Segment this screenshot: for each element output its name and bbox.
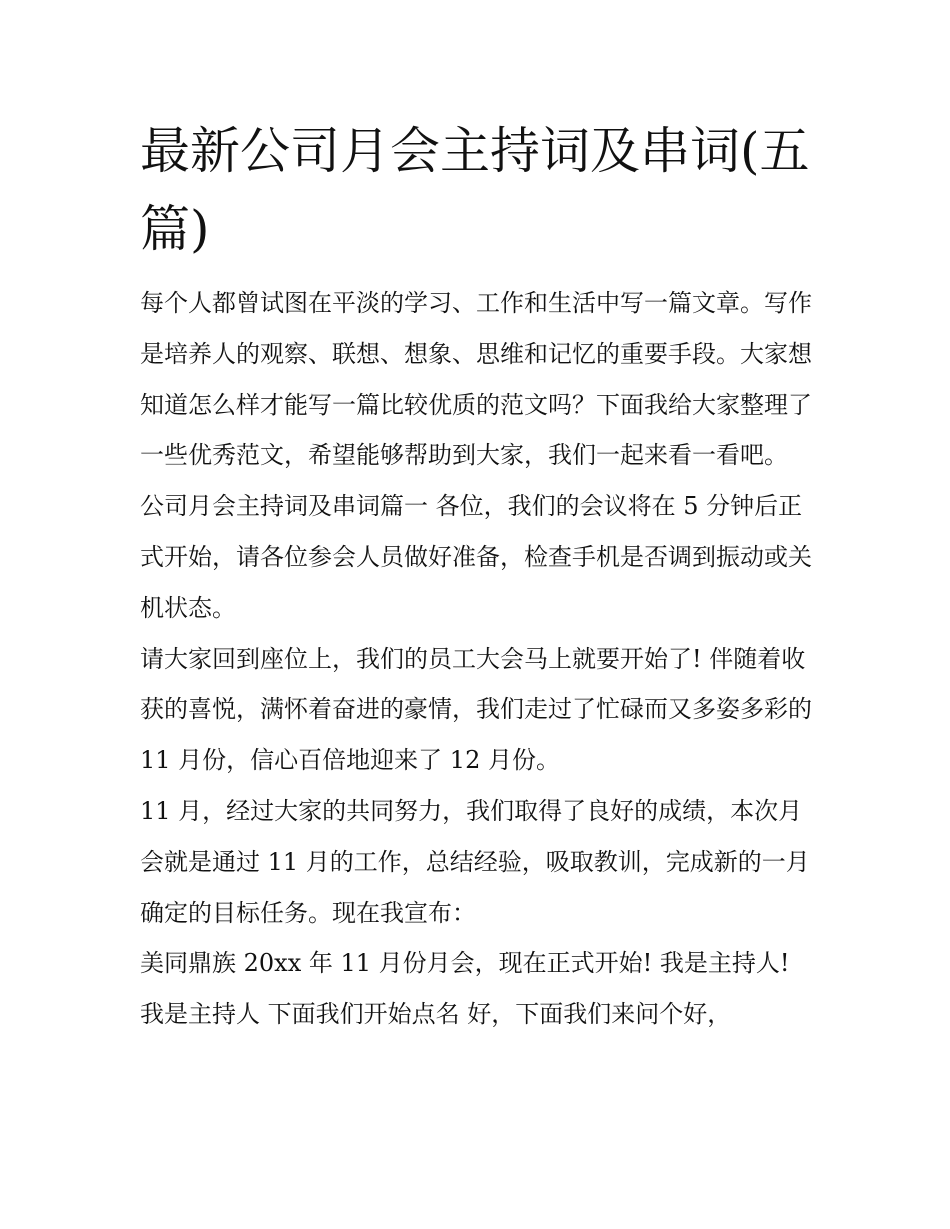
document-title: 最新公司月会主持词及串词(五篇): [140, 122, 810, 258]
paragraph-1: 公司月会主持词及串词篇一 各位，我们的会议将在 5 分钟后正式开始，请各位参会人员做好准备，检查手机是否调到振动或关机状态。: [140, 492, 812, 622]
paragraph-intro: 每个人都曾试图在平淡的学习、工作和生活中写一篇文章。写作是培养人的观察、联想、想象、思维和记忆的重要手段。大家想知道怎么样才能写一篇比较优质的范文吗？下面我给大家整理了一些优秀范文，希望能够帮助到大家，我们一起来看一看吧。: [140, 289, 812, 470]
paragraph-2: 请大家回到座位上，我们的员工大会马上就要开始了! 伴随着收获的喜悦，满怀着奋进的豪情，我们走过了忙碌而又多姿多彩的 11 月份，信心百倍地迎来了 12 月份。: [140, 644, 812, 775]
paragraph-4: 美同鼎族 20xx 年 11 月份月会，现在正式开始! 我是主持人! 我是主持人 下面我们开始点名 好，下面我们来问个好，: [140, 949, 790, 1029]
paragraph-3: 11 月，经过大家的共同努力，我们取得了良好的成绩，本次月会就是通过 11 月的工作，总结经验，吸取教训，完成新的一月确定的目标任务。现在我宣布：: [140, 796, 810, 927]
document-body: [140, 278, 812, 1040]
